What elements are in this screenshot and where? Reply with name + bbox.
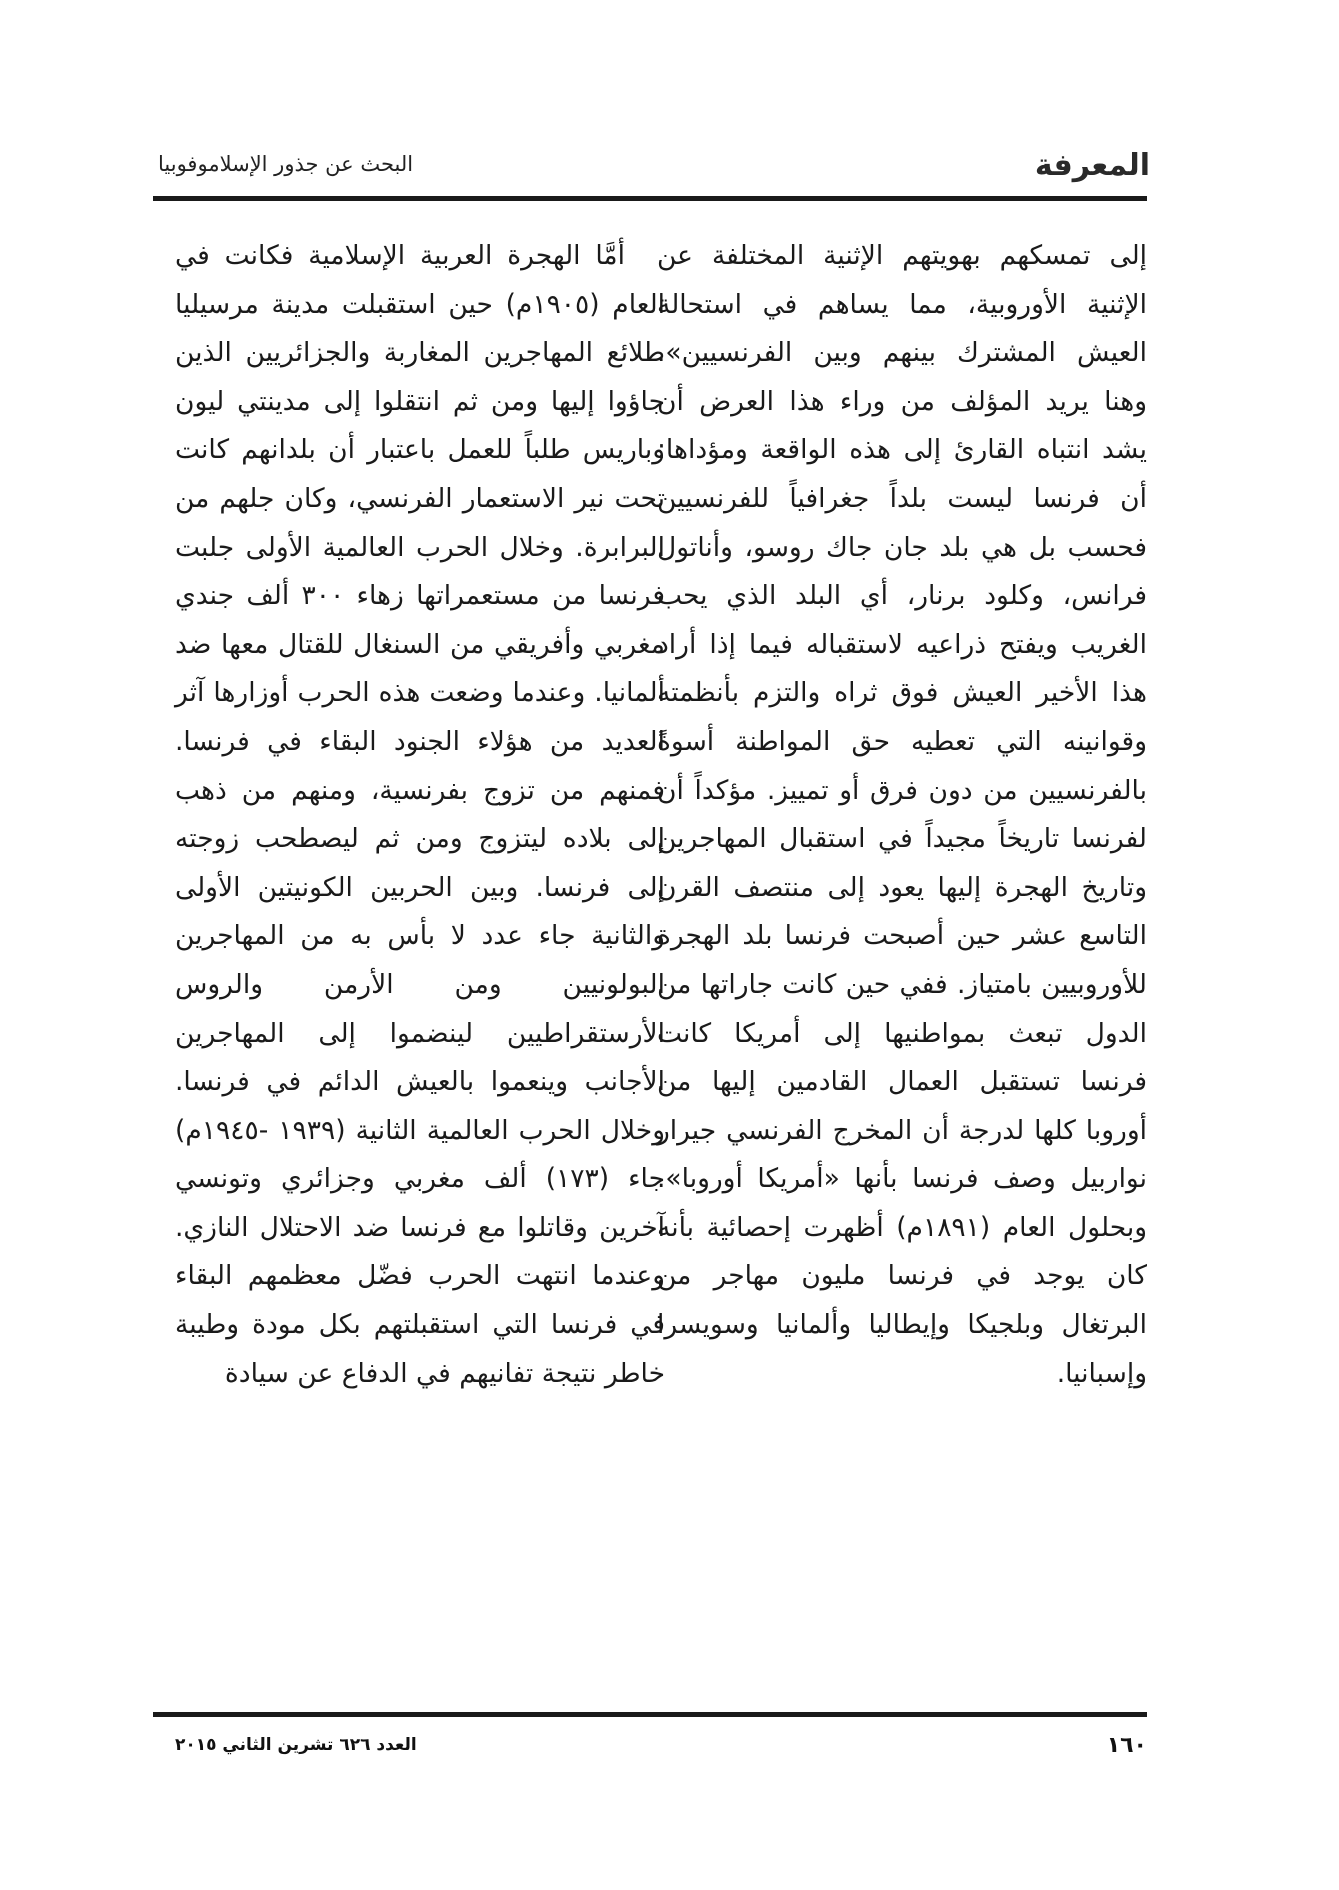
header-rule	[153, 196, 1147, 201]
running-title: البحث عن جذور الإسلاموفوبيا	[158, 152, 414, 176]
paragraph-right: إلى تمسكهم بهويتهم الإثنية المختلفة عن الإثنية الأوروبية، مما يساهم في استحالة العيش المشترك بينهم وبين الفرنسيين». وهنا يريد المؤلف من وراء هذا العرض أن يشد انتباه القارئ إلى هذه الواقعة ومؤداها: أن فرنسا ليست بلداً جغرافياً للفرنسيين فحسب بل هي بلد جان جاك روسو، وأناتول فرانس، وكلود برنار، أي البلد الذي يحب الغريب ويفتح ذراعيه لاستقباله فيما إذا أراد هذا الأخير العيش فوق ثراه والتزم بأنظمته وقوانينه التي تعطيه حق المواطنة أسوةً بالفرنسيين من دون فرق أو تمييز. مؤكداً أن لفرنسا تاريخاً مجيداً في استقبال المهاجرين وتاريخ الهجرة إليها يعود إلى منتصف القرن التاسع عشر حين أصبحت فرنسا بلد الهجرة للأوروبيين بامتياز. ففي حين كانت جاراتها من الدول تبعث بمواطنيها إلى أمريكا كانت فرنسا تستقبل العمال القادمين إليها من أوروبا كلها لدرجة أن المخرج الفرنسي جيرار نواربيل وصف فرنسا بأنها «أمريكا أوروبا». وبحلول العام (١٨٩١م) أظهرت إحصائية بأنه كان يوجد في فرنسا مليون مهاجر من البرتغال وبلجيكا وإيطاليا وألمانيا وسويسرا وإسبانيا.	[657, 240, 1147, 1389]
text-column-left	[175, 232, 665, 1398]
page-header	[150, 140, 1150, 190]
magazine-logo: المعرفة	[1034, 148, 1150, 183]
paragraph-left: أمَّا الهجرة العربية الإسلامية فكانت في العام (١٩٠٥م) حين استقبلت مدينة مرسيليا طلائع المهاجرين المغاربة والجزائريين الذين جاؤوا إليها ومن ثم انتقلوا إلى مدينتي ليون وباريس طلباً للعمل باعتبار أن بلدانهم كانت تحت نير الاستعمار الفرنسي، وكان جلهم من البرابرة. وخلال الحرب العالمية الأولى جلبت فرنسا من مستعمراتها زهاء ٣٠٠ ألف جندي مغربي وأفريقي من السنغال للقتال معها ضد ألمانيا. وعندما وضعت هذه الحرب أوزارها آثر العديد من هؤلاء الجنود البقاء في فرنسا. فمنهم من تزوج بفرنسية، ومنهم من ذهب إلى بلاده ليتزوج ومن ثم ليصطحب زوجته إلى فرنسا. وبين الحربين الكونيتين الأولى والثانية جاء عدد لا بأس به من المهاجرين البولونيين ومن الأرمن والروس الأرستقراطيين لينضموا إلى المهاجرين الأجانب وينعموا بالعيش الدائم في فرنسا. وخلال الحرب العالمية الثانية (١٩٣٩ -١٩٤٥م) جاء (١٧٣) ألف مغربي وجزائري وتونسي آخرين وقاتلوا مع فرنسا ضد الاحتلال النازي. وعندما انتهت الحرب فضّل معظمهم البقاء في فرنسا التي استقبلتهم بكل مودة وطيبة خاطر نتيجة تفانيهم في الدفاع عن سيادة	[175, 240, 666, 1389]
page-number: ١٦٠	[1106, 1733, 1147, 1758]
text-column-right	[657, 232, 1147, 1398]
footer-rule	[153, 1712, 1147, 1717]
issue-info: العدد ٦٢٦ تشرين الثاني ٢٠١٥	[175, 1735, 417, 1755]
